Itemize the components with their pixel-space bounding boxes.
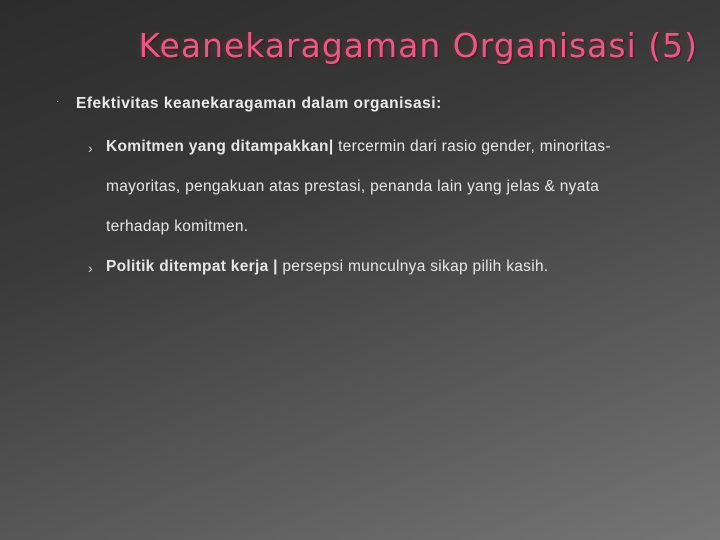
item-heading: Komitmen yang ditampakkan| <box>106 138 334 155</box>
chevron-bullet-icon: › <box>88 260 93 276</box>
item-text: persepsi munculnya sikap pilih kasih. <box>277 258 549 275</box>
item-text: tercermin dari rasio gender, minoritas- <box>333 138 611 155</box>
item-heading: Politik ditempat kerja | <box>106 258 278 275</box>
item-continuation-line: terhadap komitmen. <box>106 218 249 235</box>
slide-title: Keanekaragaman Organisasi (5) <box>138 26 698 65</box>
list-item <box>106 138 611 156</box>
level1-bullet-text: Efektivitas keanekaragaman dalam organisasi: <box>76 95 442 112</box>
chevron-bullet-icon: › <box>88 140 93 156</box>
bullet-dot-icon: · <box>56 96 60 107</box>
item-continuation-line: mayoritas, pengakuan atas prestasi, penanda lain yang jelas & nyata <box>106 178 600 195</box>
list-item <box>106 258 549 276</box>
